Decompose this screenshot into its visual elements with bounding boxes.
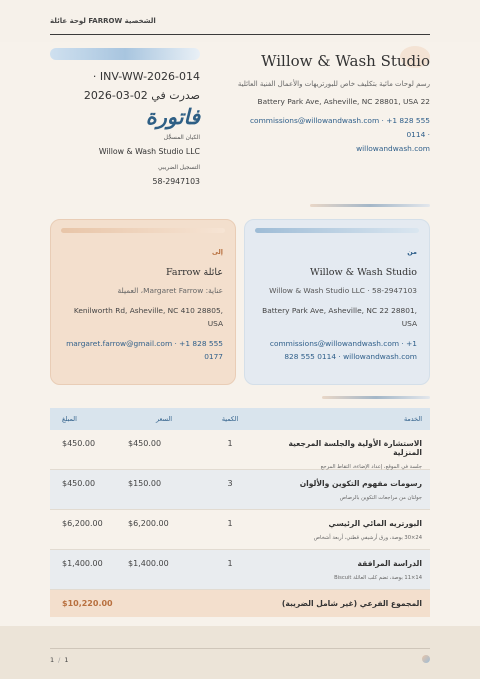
from-role-label: من — [407, 248, 417, 256]
header-service: الخدمة — [403, 415, 422, 423]
document-title: لوحة عائلة FARROW الشخصية — [50, 17, 156, 25]
invoice-accent-bar — [50, 48, 200, 60]
total-pages: 1 — [64, 656, 69, 664]
item-qty: 3 — [227, 479, 233, 488]
brand-address: Battery Park Ave, Asheville, NC 28801, USA 22 — [257, 97, 430, 106]
current-page: 1 — [50, 656, 55, 664]
header-amount: المبلغ — [62, 415, 77, 423]
tax-registration-value: 58-2947103 — [152, 177, 200, 186]
brand-contact — [230, 114, 430, 156]
item-qty: 1 — [227, 559, 233, 568]
from-contact[interactable]: commissions@willowandwash.com · +1 828 555 0114 · willowandwash.com — [269, 338, 417, 361]
item-description: جلسة في الموقع، إعداد الإضاءة، التقاط المرجع — [320, 464, 422, 470]
subtotal-row — [50, 590, 430, 617]
document-header — [0, 0, 480, 42]
item-amount: $450.00 — [62, 439, 96, 448]
subtotal-value: $10,220.00 — [62, 599, 113, 608]
to-card-accent — [61, 228, 225, 233]
item-qty: 1 — [227, 519, 233, 528]
item-title: البورتريه المائي الرئيسي — [328, 519, 422, 528]
item-price: $1,400.00 — [128, 559, 169, 568]
from-card-accent — [255, 228, 419, 233]
brand-tagline: رسم لوحات مائية بتكليف خاص للبورتريهات والأعمال الفنية العائلية — [237, 80, 430, 88]
to-card — [50, 219, 236, 385]
invoice-meta — [50, 48, 200, 186]
registered-entity-label: الكيان المسجَّل — [163, 135, 200, 141]
footer-mark-icon — [422, 655, 430, 663]
from-address: Battery Park Ave, Asheville, NC 22 28801, USA — [262, 305, 417, 328]
registered-entity-value: Willow & Wash Studio LLC — [98, 147, 200, 156]
item-price: $6,200.00 — [128, 519, 169, 528]
page-footer — [0, 626, 480, 679]
to-attention: عناية: Margaret Farrow، العميلة — [117, 286, 223, 295]
item-amount: $6,200.00 — [62, 519, 103, 528]
brand-contact-line-2[interactable]: willowandwash.com — [356, 144, 430, 153]
table-row — [50, 550, 430, 590]
to-name: عائلة Farrow — [165, 267, 223, 278]
page-indicator — [50, 656, 68, 664]
section-divider — [310, 204, 430, 207]
from-card — [244, 219, 430, 385]
item-description: 24×30 بوصة، ورق أرشيفي قطني، أربعة أشخاص — [313, 535, 422, 541]
item-price: $150.00 — [128, 479, 162, 488]
item-amount: $1,400.00 — [62, 559, 103, 568]
tax-registration-label: التسجيل الضريبي — [158, 165, 200, 171]
brand-name: Willow & Wash Studio — [261, 52, 430, 70]
section-divider-2 — [322, 396, 430, 399]
item-amount: $450.00 — [62, 479, 96, 488]
header-rule — [50, 34, 430, 35]
footer-rule — [50, 648, 430, 649]
item-title: الاستشارة الأولية والجلسة المرجعية المنزلية — [288, 439, 422, 457]
header-qty: الكمية — [221, 415, 239, 423]
from-name: Willow & Wash Studio — [310, 267, 417, 278]
to-contact[interactable]: margaret.farrow@gmail.com · +1 828 555 0177 — [66, 338, 223, 361]
brand-block — [230, 52, 430, 156]
table-row — [50, 470, 430, 510]
invoice-page — [0, 42, 480, 626]
item-title: رسومات مفهوم التكوين والألوان — [299, 479, 422, 488]
invoice-issue-date: صدرت في 02-03-2026 — [83, 89, 200, 102]
to-role-label: إلى — [211, 248, 223, 256]
page-separator: / — [58, 656, 61, 664]
item-title: الدراسة المرافقة — [357, 559, 422, 568]
from-legal: Willow & Wash Studio LLC · 58-2947103 — [269, 286, 417, 295]
item-qty: 1 — [227, 439, 233, 448]
to-address: Kenilworth Rd, Asheville, NC 410 28805, USA — [73, 305, 223, 328]
subtotal-label: المجموع الفرعي (غير شامل الضريبة) — [281, 599, 422, 608]
table-row — [50, 510, 430, 550]
line-items-table — [50, 408, 430, 617]
item-description: جولتان من مراجعات التكوين بالرصاص — [339, 495, 422, 501]
item-price: $450.00 — [128, 439, 162, 448]
header-price: السعر — [155, 415, 173, 423]
invoice-number: · INV-WW-2026-014 — [92, 70, 200, 83]
invoice-word: فاتورة — [145, 104, 200, 129]
table-header — [50, 408, 430, 430]
brand-contact-line-1[interactable]: commissions@willowandwash.com · +1 828 555 0114 · — [249, 116, 430, 139]
table-row — [50, 430, 430, 470]
item-description: 14×11 بوصة، تضم كلب العائلة Biscuit — [334, 575, 422, 581]
